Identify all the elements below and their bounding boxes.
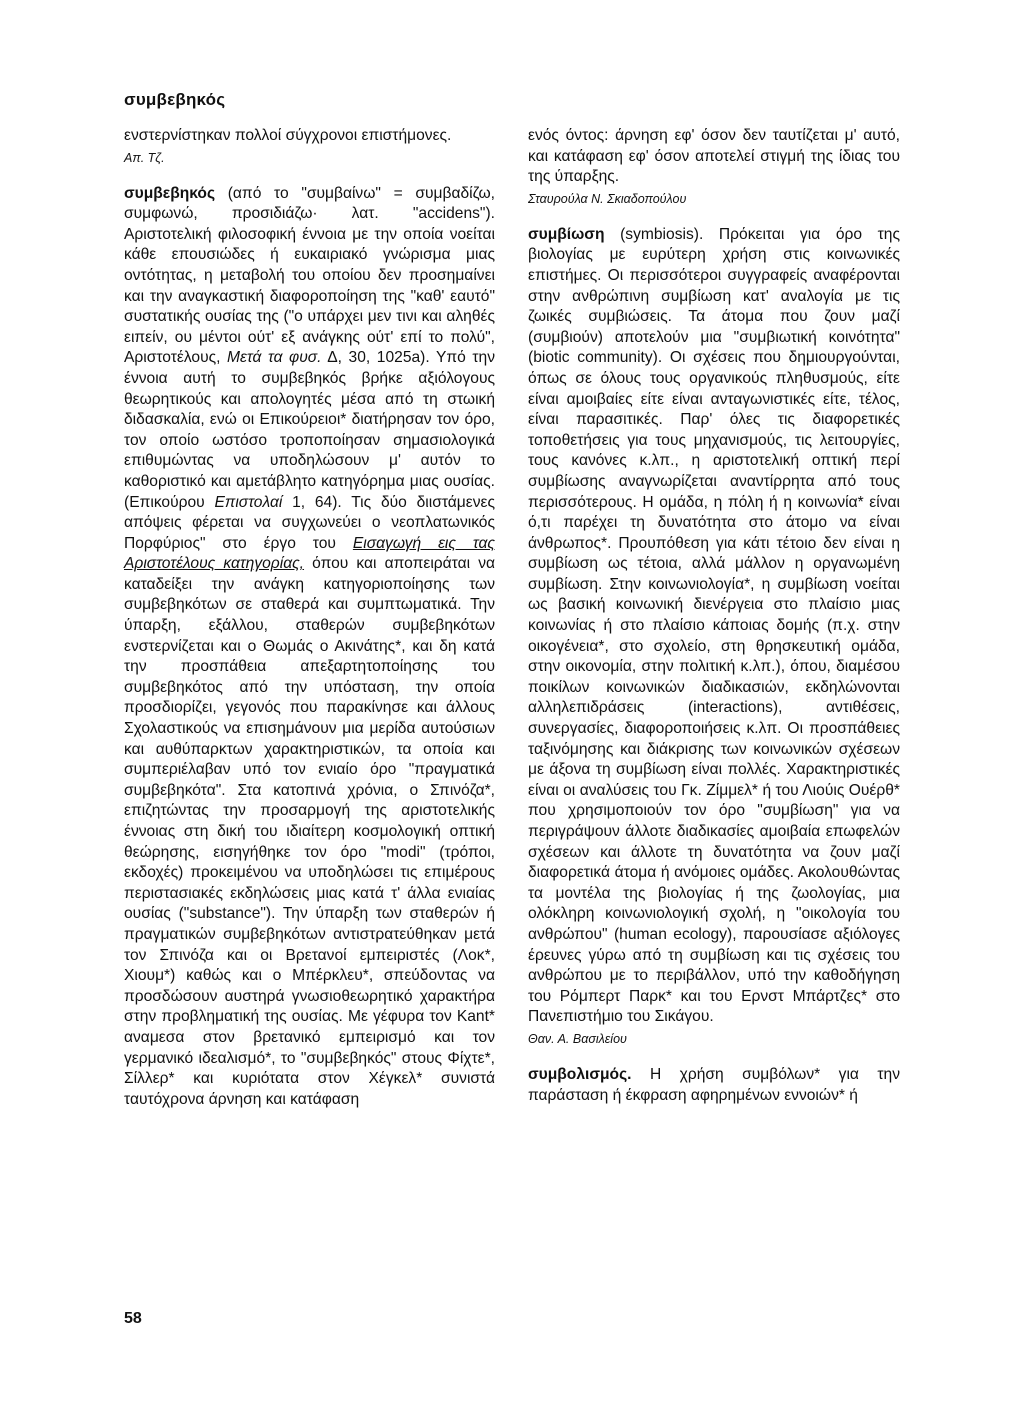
entry-headword: συμβεβηκός	[124, 184, 216, 202]
author-signature: Θαν. Α. Βασιλείου	[528, 1031, 627, 1046]
entry-text: Δ, 30, 1025a). Υπό την έννοια αυτή το συμβεβηκός βρήκε αξιόλογους θεωρητικούς και απολογητές μέσα από τη στωική διδασκαλία, ενώ οι Επικούρειοι* διατήρησαν τον όρο, τον οποίο ωστόσο τροποποίησαν σημασιολογικά επιθυμώντας να υποδηλώσουν μ' αυτόν το καθοριστικό και αμετάβλητο κατηγόρημα μιας ουσίας. (Επικούρου	[124, 349, 496, 511]
author-signature: Σταυρούλα Ν. Σκιαδοπούλου	[528, 191, 687, 206]
entry-text: 1, 64). Τις δύο διιστάμενες απόψεις φέρεται να συγχωνεύει ο νεοπλατωνικός Πορφύριος" στο έργο του	[124, 493, 495, 552]
continuation-text: ενός όντος: άρνηση εφ' όσον δεν ταυτίζεται μ' αυτό, και κατάφαση εφ' όσον αποτελεί στιγμή της ίδιας του της ύπαρξης.	[528, 127, 900, 186]
entry-text: (symbiosis). Πρόκειται για όρο της βιολογίας με ευρύτερη χρήση στις κοινωνικές επιστήμες. Οι περισσότεροι συγγραφείς αναφέρονται στην ανθρώπινη συμβίωση κατ' αναλογία με τις ζωικές συμβιώσεις. Τα άτομα που ζουν μαζί (συμβιούν) αποτελούν μια "συμβιωτική κοινότητα" (biotic community). Οι σχέσεις που δημιουργούνται, όπως σε όλους τους οργανικούς πληθυσμούς, είτε είναι αμοιβαίες είτε είναι ανταγωνιστικές είτε, τέλος, είναι παρασιτικές. Παρ' όλες τις διαφορετικές τοποθετήσεις για τους μηχανισμούς, τις λειτουργίες, τους κανόνες κ.λπ., η αριστοτελική οπτική περί συμβίωσης αναγνωρίζεται αναντίρρητα από τους περισσότερους. Η ομάδα, η πόλη ή η κοινωνία* είναι ό,τι παρέχει τη δυνατότητα στο άτομο να είναι άνθρωπος*. Προυπόθεση για κάτι τέτοιο δεν είναι η συμβίωση ως τέτοια, αλλά μάλλον η οργανωμένη συμβίωση. Στην κοινωνιολογία*, η συμβίωση νοείται ως βασική κοινωνική διενέργεια στο πλαίσιο μιας κοινωνίας ή στο πλαίσιο κάποιας δομής (π.χ. στην οικογένεια*, στο σχολείο, στη θρησκευτική ομάδα, στην οικονομία, στην πολιτική κ.λπ.), όπου, διαμέσου ποικίλων κοινωνικών διαδικασιών, εκδηλώνονται αλληλεπιδράσεις (interactions), αντιθέσεις, συνεργασίες, διαφοροποιήσεις κ.λπ. Οι προσπάθειες ταξινόμησης και διάκρισης των κοινωνικών σχέσεων με άξονα τη συμβίωση είναι πολλές. Χαρακτηριστικές είναι οι αναλύσεις του Γκ. Ζίμμελ* ή του Λιούις Ουέρθ* που χρησιμοποιούν τον όρο "συμβίωση" για να περιγράψουν άλλοτε διαδικασίες αμοιβαία επωφελών σχέσεων και άλλοτε τη δυνατότητα να ζουν μαζί διαφορετικά άτομα ή ανόμοιες ομάδες. Ακολουθώντας τα μοντέλα της βιολογίας ή της ζωολογίας, μια ολόκληρη κοινωνιολογική σχολή, η "οικολογία του ανθρώπου" (human ecology), παρουσίασε αξιόλογες έρευνες γύρω από τη συμβίωση και τις σχέσεις του ανθρώπου με το περιβάλλον, υπό την καθοδήγηση του Ρόμπερτ Παρκ* και του Ερνστ Μπάρτζες* στο Πανεπιστήμιο του Σικάγου.	[528, 225, 900, 1026]
work-title: Εισαγωγή εις τας Αριστοτέλους κατηγορίας,	[124, 534, 495, 573]
entry-text: όπου και αποπειράται να καταδείξει την ανάγκη κατηγοριοποίησης των συμβεβηκότων σε σταθερά και συμπτωματικά. Την ύπαρξη, εξάλλου, σταθερών συμβεβηκότων ενστερνίζεται και ο Θωμάς ο Ακινάτης*, και δη κατά την προσπάθεια απεξαρτητοποίησης του συμβεβηκότος από την υπόσταση, την οποία προσδιορίζει, γεγονός που παρακίνησε και άλλους Σχολαστικούς να επισημάνουν μια μερίδα αυτούσιων και αυθύπαρκτων χαρακτηριστικών, τα οποία και συμπεριέλαβαν υπό τον ενιαίο όρο "πραγματικά συμβεβηκότα". Στα κατοπινά χρόνια, ο Σπινόζα*, επιζητώντας την προσαρμογή της αριστοτελικής έννοιας στη δική του ιδιαίτερη κοσμολογική οπτική θεώρησης, εισηγήθηκε τον όρο "modi" (τρόποι, εκδοχές) προκειμένου να υποδηλώσει τις επιμέρους περιστασιακές εκδηλώσεις μιας κατά τ' άλλα ενιαίας ουσίας ("substance"). Την ύπαρξη των σταθερών ή πραγματικών συμβεβηκότων αντιστρατεύθηκαν μετά τον Σπινόζα και οι Βρετανοί εμπειριστές (Λοκ*, Χιουμ*) καθώς και ο Μπέρκλευ*, σπεύδοντας να προσδώσουν αυστηρά γνωσιοθεωρητικό χαρακτήρα στην προβληματική της ουσίας. Με γέφυρα τον Kant* αναμεσα στον βρετανικό εμπειρισμό και τον γερμανικό ιδεαλισμό*, το "συμβεβηκός" στους Φίχτε*, Σίλλερ* και κυριότατα στον Χέγκελ* συνιστά ταυτόχρονα άρνηση και κατάφαση	[124, 555, 496, 1108]
work-title: Επιστολαί	[214, 493, 283, 511]
entry-symvevikos	[124, 184, 495, 1111]
entry-headword: συμβίωση	[528, 225, 605, 243]
page-number: 58	[124, 1310, 142, 1327]
entry-text: (από το "συμβαίνω" = συμβαδίζω, συμφωνώ, προσιδιάζω· λατ. "accidens"). Αριστοτελική φιλοσοφική έννοια με την οποία νοείται κάθε επουσιώδες ή ευκαιριακό γνώρισμα μιας οντότητας, η μεταβολή του οποίου δεν προσημαίνει και την αναγκαστική διαφοροποίηση της "καθ' εαυτό" συστατικής ουσίας της ("ο υπάρχει μεν τινι και αληθές ειπείν, ου μέντοι ούτ' εξ ανάγκης ούτ' επί το πολύ", Αριστοτέλους,	[124, 184, 495, 367]
entry-headword: συμβολισμός.	[528, 1065, 632, 1083]
author-signature: Απ. Τζ.	[124, 150, 165, 165]
continuation-text: ενστερνίστηκαν πολλοί σύγχρονοι επιστήμονες.	[124, 127, 452, 144]
left-column	[124, 126, 495, 1110]
work-title: Μετά τα φυσ.	[227, 349, 322, 367]
entry-symvolismos	[528, 1065, 900, 1106]
entry-text: Η χρήση συμβόλων* για την παράσταση ή έκφραση αφηρημένων εννοιών* ή	[528, 1065, 900, 1104]
right-column	[528, 126, 900, 1106]
running-head: συμβεβηκός	[124, 90, 226, 109]
entry-symviosi	[528, 225, 900, 1028]
